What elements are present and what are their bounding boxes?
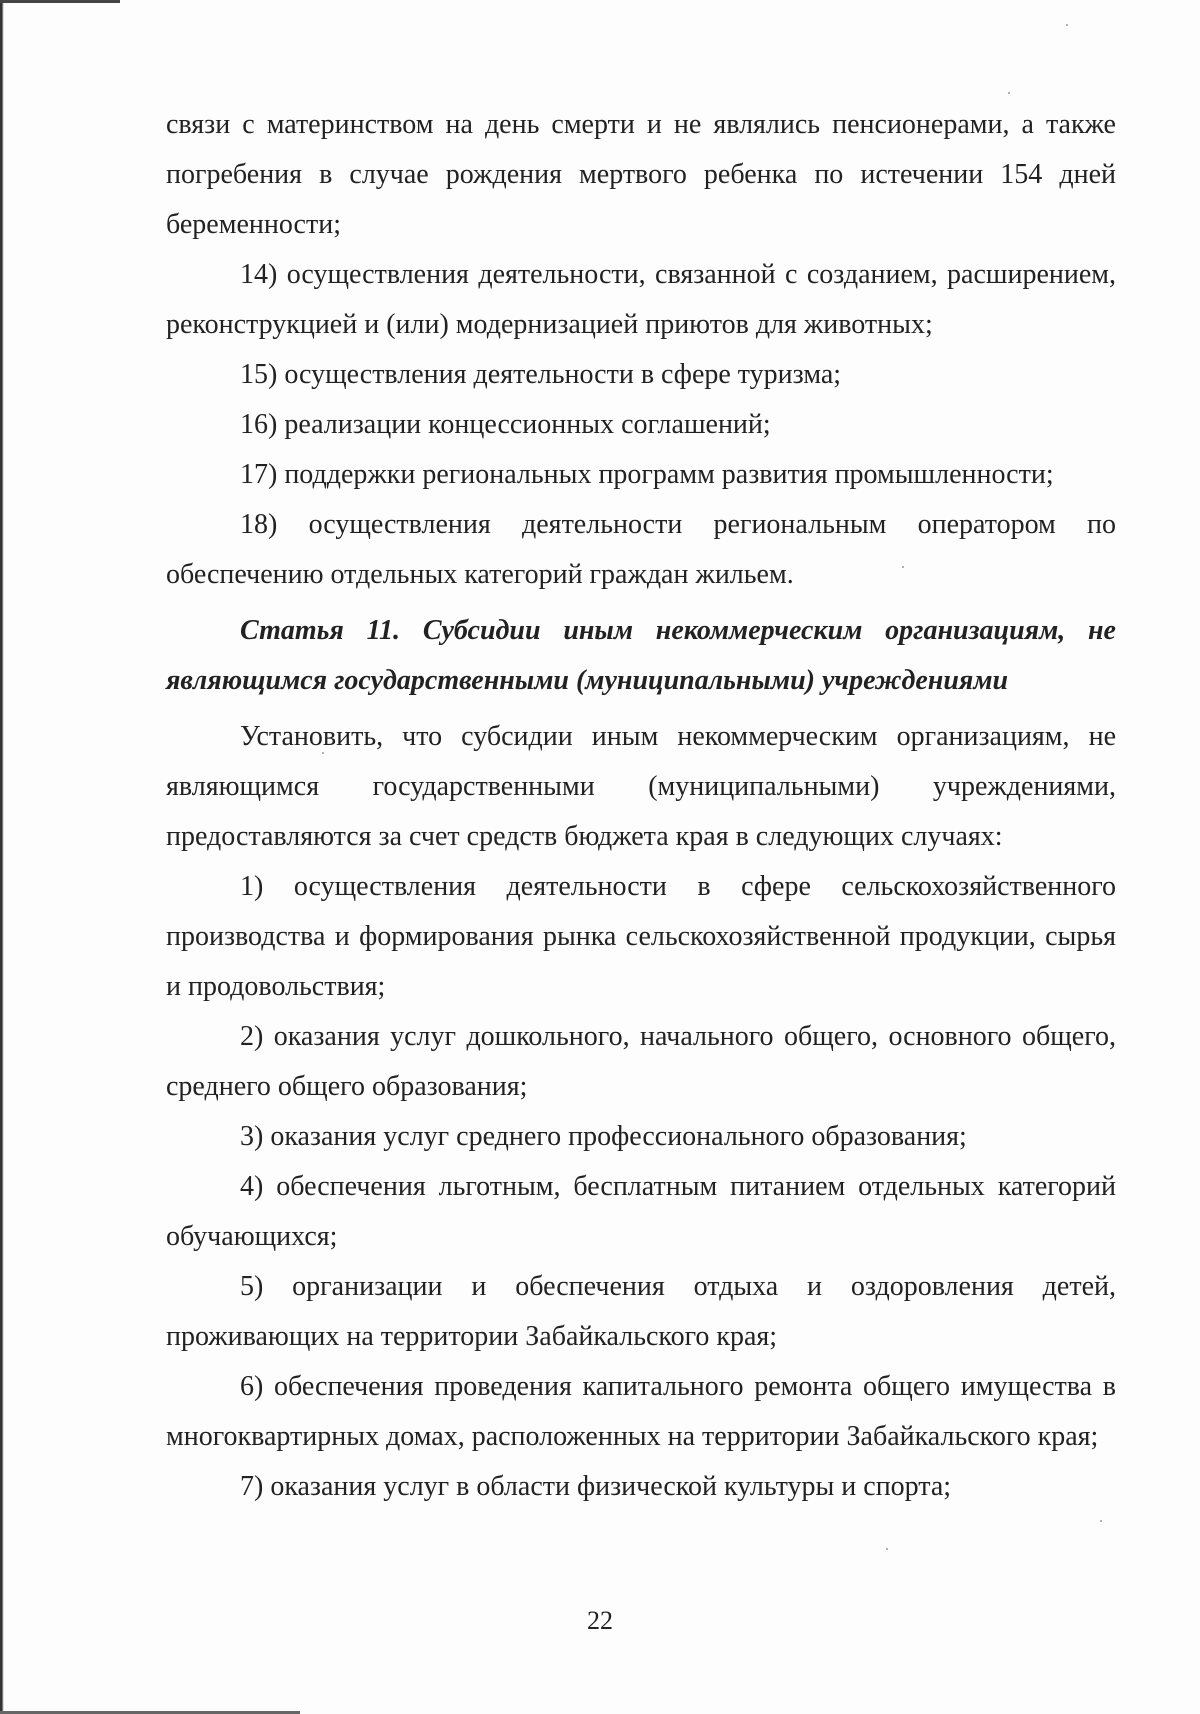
list-item-16: 16) реализации концессионных соглашений; [240,409,771,440]
list-item-17: 17) поддержки региональных программ развития промышленности; [240,459,1054,490]
list-item-14: 14) осуществления деятельности, связанной с созданием, расширением, реконструкцией и (или) модернизацией приютов для животных; [166,259,1116,340]
article-intro: Установить, что субсидии иным некоммерческим организациям, не являющимся государственными (муниципальными) учреждениями, предоставляются за счет средств бюджета края в следующих случаях: [166,721,1116,852]
list-item-15: 15) осуществления деятельности в сфере туризма; [240,359,842,390]
article-item-1: 1) осуществления деятельности в сфере сельскохозяйственного производства и формирования рынка сельскохозяйственной продукции, сырья и продовольствия; [166,871,1116,1002]
scan-speck [1008,92,1010,94]
article-item-6: 6) обеспечения проведения капитального ремонта общего имущества в многоквартирных домах, расположенных на территории Забайкальского края; [166,1371,1116,1452]
list-item-18: 18) осуществления деятельности региональным оператором по обеспечению отдельных категорий граждан жильем. [166,509,1116,590]
article-item-4: 4) обеспечения льготным, бесплатным питанием отдельных категорий обучающихся; [166,1171,1116,1252]
article-item-3: 3) оказания услуг среднего профессионального образования; [240,1121,967,1152]
scan-speck [886,1548,888,1550]
article-heading: Статья 11. Субсидии иным некоммерческим организациям, не являющимся государственными (муниципальными) учреждениями [166,615,1116,696]
scan-speck [1100,1520,1102,1522]
scan-speck [902,566,904,568]
page-number: 22 [587,1606,613,1635]
document-body [166,100,1116,1512]
article-item-5: 5) организации и обеспечения отдыха и оздоровления детей, проживающих на территории Забайкальского края; [166,1271,1116,1352]
scan-edge-top [0,0,120,3]
article-item-2: 2) оказания услуг дошкольного, начального общего, основного общего, среднего общего образования; [166,1021,1116,1102]
paragraph-continuation: связи с материнством на день смерти и не являлись пенсионерами, а также погребения в случае рождения мертвого ребенка по истечении 154 дней беременности; [166,109,1116,240]
scan-edge-left [0,0,4,1714]
article-item-7: 7) оказания услуг в области физической культуры и спорта; [240,1471,952,1502]
scan-speck [322,752,324,754]
scan-speck [1066,24,1068,26]
